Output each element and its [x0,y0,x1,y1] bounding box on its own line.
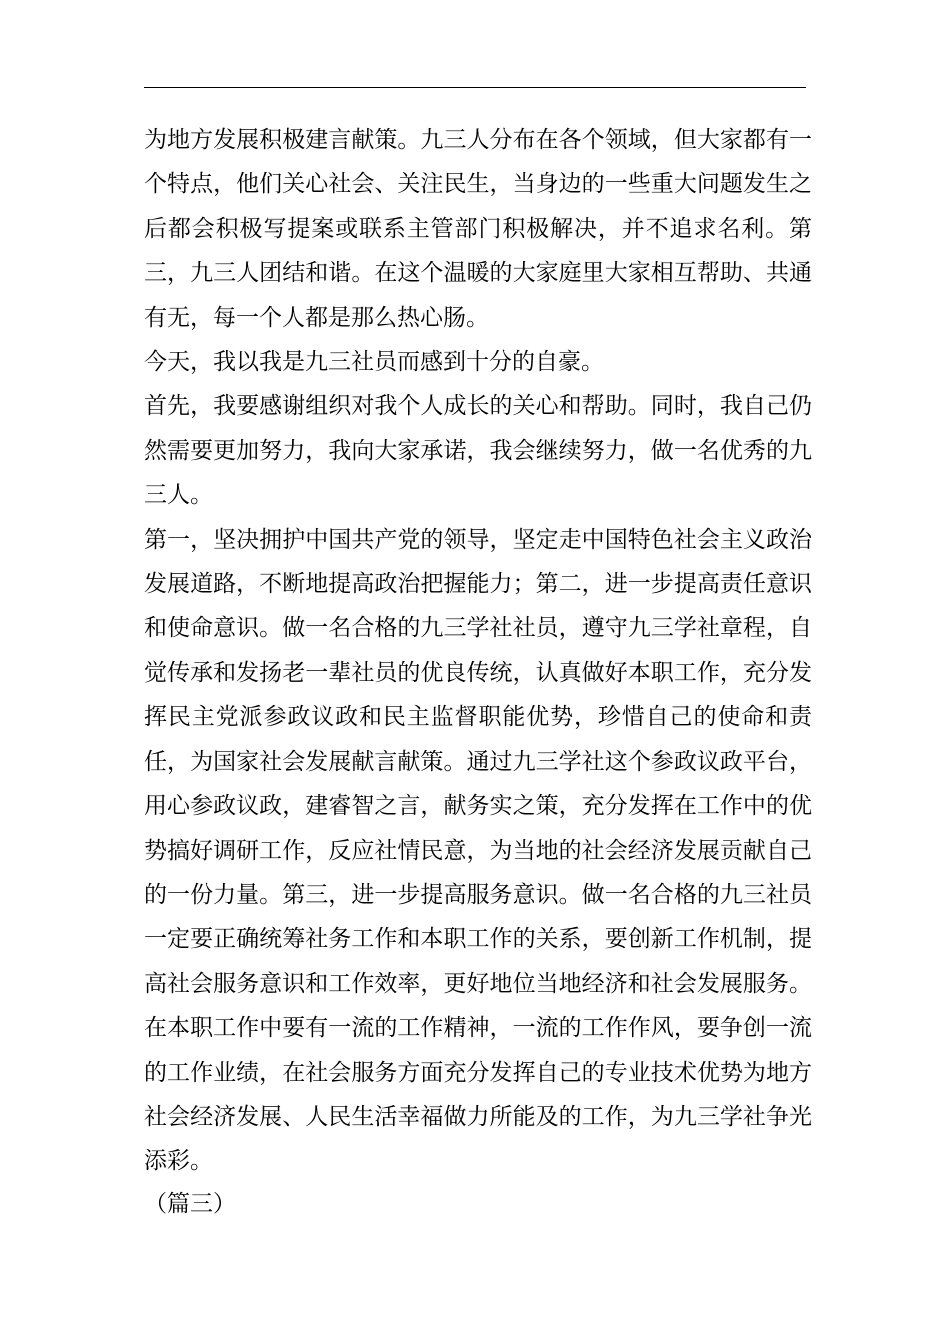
document-body [144,118,812,1184]
paragraph-3: 首先，我要感谢组织对我个人成长的关心和帮助。同时，我自己仍然需要更加努力，我向大家承诺，我会继续努力，做一名优秀的九三人。 [144,393,812,509]
paragraph-2: 今天，我以我是九三社员而感到十分的自豪。 [144,349,604,376]
section-heading: （篇三） [144,1191,236,1217]
paragraph-1: 为地方发展积极建言献策。九三人分布在各个领域，但大家都有一个特点，他们关心社会、关注民生，当身边的一些重大问题发生之后都会积极写提案或联系主管部门积极解决，并不追求名利。第三，九三人团结和谐。在这个温暖的大家庭里大家相互帮助、共通有无，每一个人都是那么热心肠。 [144,127,812,331]
paragraph-4: 第一，坚决拥护中国共产党的领导，坚定走中国特色社会主义政治发展道路，不断地提高政治把握能力；第二，进一步提高责任意识和使命意识。做一名合格的九三学社社员，遵守九三学社章程，自觉传承和发扬老一辈社员的优良传统，认真做好本职工作，充分发挥民主党派参政议政和民主监督职能优势，珍惜自己的使命和责任，为国家社会发展献言献策。通过九三学社这个参政议政平台，用心参政议政，建睿智之言，献务实之策，充分发挥在工作中的优势搞好调研工作，反应社情民意，为当地的社会经济发展贡献自己的一份力量。第三，进一步提高服务意识。做一名合格的九三社员一定要正确统筹社务工作和本职工作的关系，要创新工作机制，提高社会服务意识和工作效率，更好地位当地经济和社会发展服务。在本职工作中要有一流的工作精神，一流的工作作风，要争创一流的工作业绩，在社会服务方面充分发挥自己的专业技术优势为地方社会经济发展、人民生活幸福做力所能及的工作，为九三学社争光添彩。 [144,526,812,1175]
header-rule [144,87,806,88]
